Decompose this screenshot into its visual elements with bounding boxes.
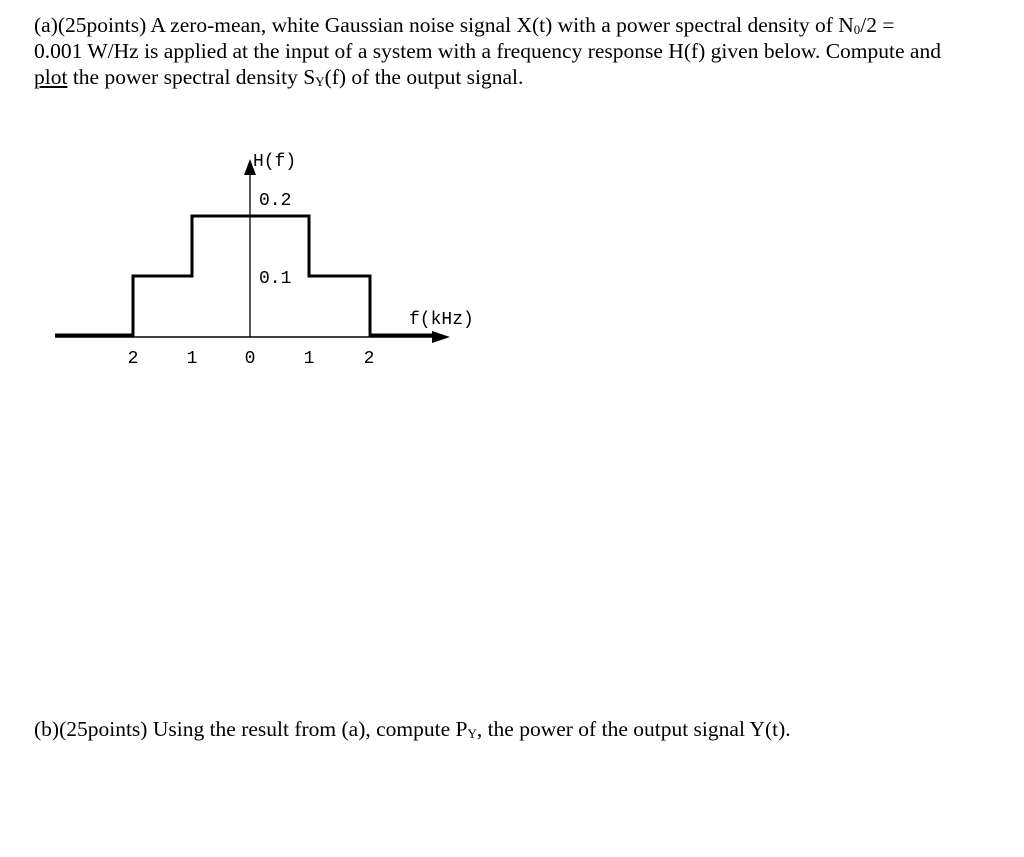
problem-part-b bbox=[34, 716, 1019, 742]
x-tick-label: 2 bbox=[363, 349, 375, 369]
level-low-label: 0.1 bbox=[259, 269, 292, 289]
x-tick-label: 1 bbox=[186, 349, 198, 369]
x-tick-label: 2 bbox=[127, 349, 139, 369]
x-axis-arrowhead bbox=[432, 331, 450, 343]
x-tick-label: 0 bbox=[244, 349, 256, 369]
part-a-line1-end: /2 = bbox=[860, 13, 895, 37]
level-high-label: 0.2 bbox=[259, 191, 292, 211]
part-a-line3-b: (f) of the output signal. bbox=[324, 65, 524, 89]
x-tick-label: 1 bbox=[303, 349, 315, 369]
subscript-y-b: Y bbox=[467, 726, 477, 741]
h-of-f-step-curve bbox=[55, 216, 437, 335]
subscript-zero: 0 bbox=[853, 22, 861, 37]
frequency-response-figure bbox=[0, 0, 1024, 400]
part-a-line1: (a)(25points) A zero-mean, white Gaussian noise signal X(t) with a power spectral density of N bbox=[34, 13, 854, 37]
y-axis-label: H(f) bbox=[253, 152, 297, 172]
part-b-text-a: (b)(25points) Using the result from (a), compute P bbox=[34, 717, 468, 741]
part-a-line3-a: the power spectral density S bbox=[67, 65, 316, 89]
part-b-text-b: , the power of the output signal Y(t). bbox=[476, 717, 791, 741]
plot-underlined-word: plot bbox=[34, 65, 68, 89]
subscript-y: Y bbox=[315, 74, 325, 89]
x-axis-label: f(kHz) bbox=[409, 310, 474, 330]
part-a-line2: 0.001 W/Hz is applied at the input of a system with a frequency response H(f) given below. Compute and bbox=[34, 39, 941, 63]
